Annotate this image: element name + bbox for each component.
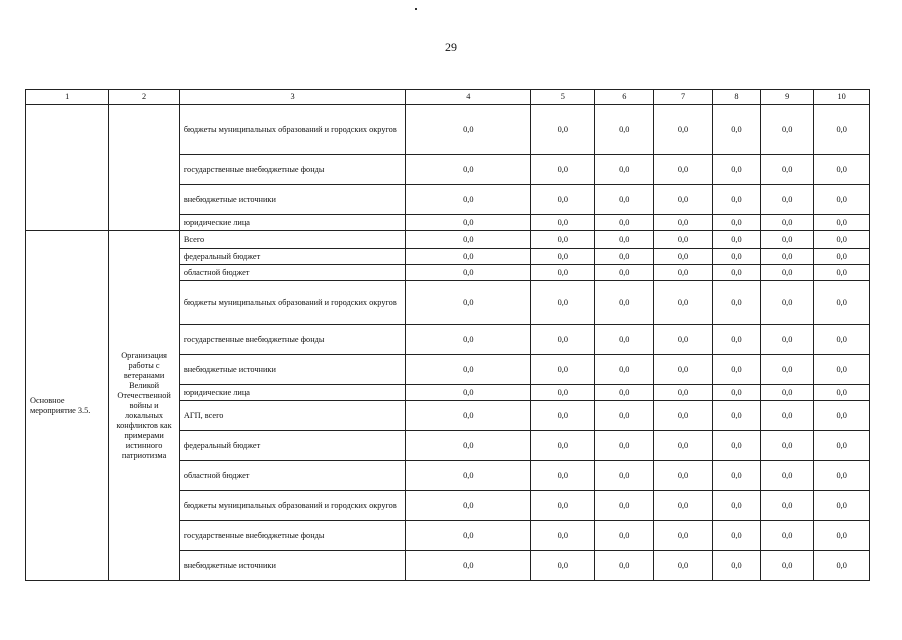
value-cell: 0,0 — [531, 385, 595, 401]
value-cell: 0,0 — [814, 521, 870, 551]
value-cell: 0,0 — [654, 551, 713, 581]
header-cell: 2 — [109, 90, 180, 105]
funding-source-label: государственные внебюджетные фонды — [179, 521, 405, 551]
value-cell: 0,0 — [531, 491, 595, 521]
measure-title: Основное мероприятие 3.5. — [26, 231, 109, 581]
value-cell: 0,0 — [760, 215, 813, 231]
value-cell: 0,0 — [595, 155, 654, 185]
value-cell: 0,0 — [406, 521, 531, 551]
value-cell: 0,0 — [595, 265, 654, 281]
value-cell: 0,0 — [760, 355, 813, 385]
value-cell: 0,0 — [712, 105, 760, 155]
funding-source-label: внебюджетные источники — [179, 355, 405, 385]
value-cell: 0,0 — [654, 281, 713, 325]
value-cell: 0,0 — [654, 431, 713, 461]
value-cell: 0,0 — [760, 185, 813, 215]
header-cell: 4 — [406, 90, 531, 105]
value-cell: 0,0 — [712, 431, 760, 461]
value-cell: 0,0 — [531, 325, 595, 355]
value-cell: 0,0 — [712, 325, 760, 355]
value-cell: 0,0 — [814, 355, 870, 385]
value-cell: 0,0 — [712, 265, 760, 281]
value-cell: 0,0 — [814, 325, 870, 355]
value-cell: 0,0 — [406, 215, 531, 231]
value-cell: 0,0 — [406, 431, 531, 461]
value-cell: 0,0 — [712, 155, 760, 185]
empty-cell — [109, 105, 180, 231]
value-cell: 0,0 — [595, 461, 654, 491]
value-cell: 0,0 — [814, 491, 870, 521]
value-cell: 0,0 — [406, 551, 531, 581]
funding-source-label: бюджеты муниципальных образований и городских округов — [179, 491, 405, 521]
value-cell: 0,0 — [814, 105, 870, 155]
value-cell: 0,0 — [595, 281, 654, 325]
value-cell: 0,0 — [814, 431, 870, 461]
value-cell: 0,0 — [654, 265, 713, 281]
value-cell: 0,0 — [654, 491, 713, 521]
value-cell: 0,0 — [531, 281, 595, 325]
funding-source-label: бюджеты муниципальных образований и городских округов — [179, 105, 405, 155]
value-cell: 0,0 — [814, 265, 870, 281]
value-cell: 0,0 — [406, 385, 531, 401]
value-cell: 0,0 — [595, 431, 654, 461]
value-cell: 0,0 — [406, 355, 531, 385]
value-cell: 0,0 — [712, 551, 760, 581]
value-cell: 0,0 — [595, 521, 654, 551]
value-cell: 0,0 — [712, 401, 760, 431]
value-cell: 0,0 — [595, 325, 654, 355]
value-cell: 0,0 — [531, 521, 595, 551]
value-cell: 0,0 — [760, 281, 813, 325]
value-cell: 0,0 — [595, 249, 654, 265]
value-cell: 0,0 — [712, 281, 760, 325]
value-cell: 0,0 — [712, 355, 760, 385]
value-cell: 0,0 — [531, 355, 595, 385]
value-cell: 0,0 — [814, 385, 870, 401]
value-cell: 0,0 — [531, 185, 595, 215]
funding-source-label: государственные внебюджетные фонды — [179, 325, 405, 355]
budget-table — [25, 89, 870, 581]
value-cell: 0,0 — [531, 461, 595, 491]
value-cell: 0,0 — [595, 551, 654, 581]
value-cell: 0,0 — [406, 265, 531, 281]
value-cell: 0,0 — [595, 385, 654, 401]
value-cell: 0,0 — [531, 551, 595, 581]
value-cell: 0,0 — [406, 325, 531, 355]
value-cell: 0,0 — [654, 401, 713, 431]
measure-description: Организация работы с ветеранами Великой Отечественной войны и локальных конфликтов как примерами истинного патриотизма — [109, 231, 180, 581]
value-cell: 0,0 — [654, 325, 713, 355]
page-number: 29 — [445, 40, 457, 54]
funding-source-label: юридические лица — [179, 215, 405, 231]
value-cell: 0,0 — [760, 231, 813, 249]
value-cell: 0,0 — [814, 281, 870, 325]
funding-source-label: внебюджетные источники — [179, 185, 405, 215]
value-cell: 0,0 — [760, 551, 813, 581]
value-cell: 0,0 — [654, 461, 713, 491]
header-row — [26, 90, 870, 105]
value-cell: 0,0 — [760, 461, 813, 491]
value-cell: 0,0 — [531, 231, 595, 249]
value-cell: 0,0 — [712, 461, 760, 491]
value-cell: 0,0 — [406, 491, 531, 521]
value-cell: 0,0 — [531, 249, 595, 265]
value-cell: 0,0 — [814, 401, 870, 431]
value-cell: 0,0 — [654, 185, 713, 215]
value-cell: 0,0 — [406, 249, 531, 265]
value-cell: 0,0 — [595, 355, 654, 385]
header-cell: 5 — [531, 90, 595, 105]
header-cell: 8 — [712, 90, 760, 105]
value-cell: 0,0 — [531, 155, 595, 185]
funding-source-label: бюджеты муниципальных образований и городских округов — [179, 281, 405, 325]
header-cell: 3 — [179, 90, 405, 105]
value-cell: 0,0 — [595, 215, 654, 231]
value-cell: 0,0 — [531, 401, 595, 431]
value-cell: 0,0 — [531, 105, 595, 155]
value-cell: 0,0 — [760, 265, 813, 281]
value-cell: 0,0 — [654, 215, 713, 231]
value-cell: 0,0 — [654, 249, 713, 265]
scan-speck — [415, 8, 417, 10]
value-cell: 0,0 — [654, 231, 713, 249]
value-cell: 0,0 — [712, 385, 760, 401]
value-cell: 0,0 — [760, 325, 813, 355]
value-cell: 0,0 — [712, 215, 760, 231]
funding-source-label: юридические лица — [179, 385, 405, 401]
value-cell: 0,0 — [760, 385, 813, 401]
value-cell: 0,0 — [531, 265, 595, 281]
funding-source-label: Всего — [179, 231, 405, 249]
value-cell: 0,0 — [814, 249, 870, 265]
funding-source-label: федеральный бюджет — [179, 431, 405, 461]
value-cell: 0,0 — [814, 461, 870, 491]
value-cell: 0,0 — [712, 491, 760, 521]
funding-source-label: государственные внебюджетные фонды — [179, 155, 405, 185]
value-cell: 0,0 — [406, 155, 531, 185]
value-cell: 0,0 — [760, 401, 813, 431]
value-cell: 0,0 — [814, 215, 870, 231]
value-cell: 0,0 — [406, 105, 531, 155]
value-cell: 0,0 — [654, 105, 713, 155]
empty-cell — [26, 105, 109, 231]
value-cell: 0,0 — [595, 231, 654, 249]
value-cell: 0,0 — [595, 185, 654, 215]
value-cell: 0,0 — [406, 185, 531, 215]
value-cell: 0,0 — [760, 249, 813, 265]
value-cell: 0,0 — [712, 231, 760, 249]
value-cell: 0,0 — [531, 215, 595, 231]
value-cell: 0,0 — [531, 431, 595, 461]
value-cell: 0,0 — [760, 491, 813, 521]
funding-source-label: внебюджетные источники — [179, 551, 405, 581]
value-cell: 0,0 — [760, 155, 813, 185]
value-cell: 0,0 — [712, 521, 760, 551]
funding-source-label: областной бюджет — [179, 461, 405, 491]
funding-source-label: областной бюджет — [179, 265, 405, 281]
header-cell: 10 — [814, 90, 870, 105]
value-cell: 0,0 — [406, 401, 531, 431]
value-cell: 0,0 — [406, 231, 531, 249]
value-cell: 0,0 — [814, 231, 870, 249]
value-cell: 0,0 — [760, 431, 813, 461]
value-cell: 0,0 — [406, 461, 531, 491]
funding-source-label: федеральный бюджет — [179, 249, 405, 265]
table-row — [26, 105, 870, 155]
value-cell: 0,0 — [814, 551, 870, 581]
header-cell: 7 — [654, 90, 713, 105]
header-cell: 1 — [26, 90, 109, 105]
value-cell: 0,0 — [654, 155, 713, 185]
header-cell: 6 — [595, 90, 654, 105]
header-cell: 9 — [760, 90, 813, 105]
value-cell: 0,0 — [760, 105, 813, 155]
value-cell: 0,0 — [712, 185, 760, 215]
value-cell: 0,0 — [595, 401, 654, 431]
value-cell: 0,0 — [654, 521, 713, 551]
table-row — [26, 231, 870, 249]
value-cell: 0,0 — [814, 185, 870, 215]
value-cell: 0,0 — [654, 355, 713, 385]
value-cell: 0,0 — [814, 155, 870, 185]
value-cell: 0,0 — [760, 521, 813, 551]
value-cell: 0,0 — [654, 385, 713, 401]
value-cell: 0,0 — [595, 105, 654, 155]
value-cell: 0,0 — [712, 249, 760, 265]
funding-source-label: АГП, всего — [179, 401, 405, 431]
value-cell: 0,0 — [406, 281, 531, 325]
value-cell: 0,0 — [595, 491, 654, 521]
